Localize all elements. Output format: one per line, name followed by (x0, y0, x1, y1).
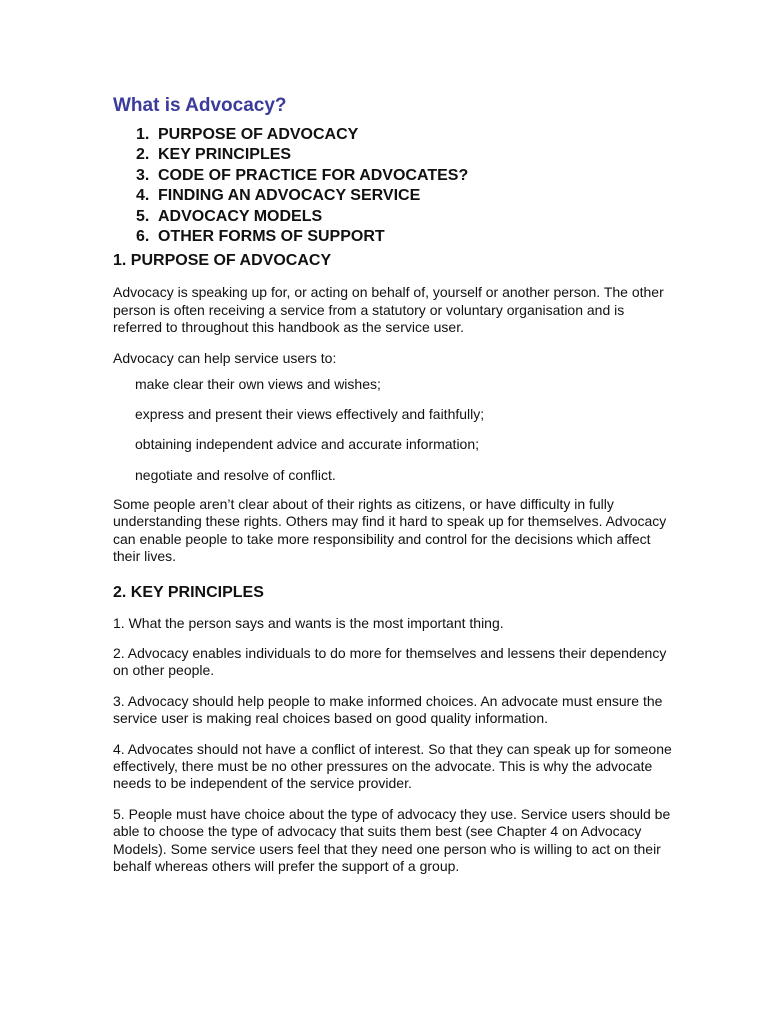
list-item: negotiate and resolve of conflict. (135, 466, 336, 483)
toc-item-label: PURPOSE OF ADVOCACY (158, 126, 359, 143)
toc-item-label: ADVOCACY MODELS (158, 207, 323, 225)
principle-paragraph: 5. People must have choice about the type of advocacy they use. Service users should be able to choose the type of advocacy that suits them best (see Chapter 4 on Advocacy Models). Some service users feel that they need one person who is willing to act on their behalf whereas others will prefer the support of a group. (113, 805, 671, 874)
toc-item-number: 5. (136, 207, 150, 225)
principle-paragraph: 2. Advocacy enables individuals to do more for themselves and lessens their dependency on other people. (113, 644, 667, 679)
section-heading-purpose: 1. PURPOSE OF ADVOCACY (113, 252, 332, 270)
toc-item-number: 6. (136, 228, 150, 246)
purpose-paragraph-definition: Advocacy is speaking up for, or acting on behalf of, yourself or another person. The other person is often receiving a service from a statutory or voluntary organisation and is referred to throughout this handbook as the service user. (113, 284, 664, 336)
toc-item-number: 1. (136, 126, 150, 143)
toc-item[interactable] (136, 145, 673, 165)
purpose-paragraph-intro: Advocacy can help service users to: (113, 349, 337, 366)
list-item: make clear their own views and wishes; (135, 376, 381, 393)
document-page (113, 94, 673, 875)
principle-paragraph: 1. What the person says and wants is the most important thing. (113, 614, 504, 631)
toc-item-number: 4. (136, 187, 150, 205)
toc-item-number: 3. (136, 166, 150, 184)
page-title: What is Advocacy? (113, 95, 287, 116)
purpose-bullet-list (113, 376, 673, 484)
toc-item-label: CODE OF PRACTICE FOR ADVOCATES? (158, 166, 469, 184)
toc-item-label: FINDING AN ADVOCACY SERVICE (158, 187, 421, 205)
toc-item-label: OTHER FORMS OF SUPPORT (158, 228, 385, 246)
toc-item-label: KEY PRINCIPLES (158, 146, 292, 164)
purpose-paragraph-rights: Some people aren’t clear about of their rights as citizens, or have difficulty in fully understanding these rights. Others may find it hard to speak up for themselves. Advocacy can enable people to take more responsibility and control for the decisions which affect their lives. (113, 495, 667, 565)
toc-item[interactable] (136, 227, 673, 247)
list-item: obtaining independent advice and accurate information; (135, 436, 480, 453)
table-of-contents (113, 125, 673, 247)
list-item: express and present their views effectively and faithfully; (135, 406, 485, 423)
toc-item-number: 2. (136, 146, 150, 164)
principle-paragraph: 4. Advocates should not have a conflict of interest. So that they can speak up for someone effectively, there must be no other pressures on the advocate. This is why the advocate needs to be independent of the service provider. (113, 740, 672, 792)
toc-item[interactable] (136, 186, 673, 206)
toc-item[interactable] (136, 125, 673, 145)
section-heading-key-principles: 2. KEY PRINCIPLES (113, 583, 264, 601)
toc-item[interactable] (136, 166, 673, 186)
toc-item[interactable] (136, 207, 673, 227)
principle-paragraph: 3. Advocacy should help people to make informed choices. An advocate must ensure the service user is making real choices based on good quality information. (113, 692, 663, 727)
